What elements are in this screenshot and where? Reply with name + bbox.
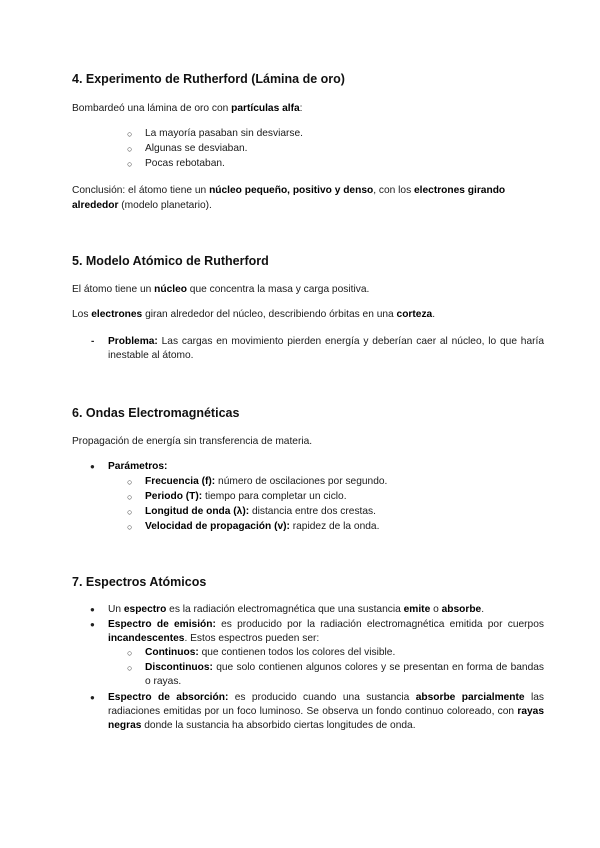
parameter-item: Longitud de onda (λ): distancia entre dos crestas. xyxy=(145,506,376,517)
parameter-item: Periodo (T): tiempo para completar un ciclo. xyxy=(145,491,347,502)
section-5-paragraph-1: El átomo tiene un núcleo que concentra la masa y carga positiva. xyxy=(72,284,370,295)
list-item: Pocas rebotaban. xyxy=(145,158,225,169)
circle-bullet-icon: ○ xyxy=(127,492,133,502)
circle-bullet-icon: ○ xyxy=(127,522,133,532)
continuous-item: Continuos: que contienen todos los colores del visible. xyxy=(145,647,396,658)
section-6-intro: Propagación de energía sin transferencia de materia. xyxy=(72,436,313,447)
circle-bullet-icon: ○ xyxy=(127,159,133,169)
bullet-icon: ● xyxy=(90,693,95,702)
section-4-title: 4. Experimento de Rutherford (Lámina de oro) xyxy=(72,72,345,86)
bullet-icon: ● xyxy=(90,462,95,471)
bullet-icon: ● xyxy=(90,620,95,629)
list-item: La mayoría pasaban sin desviarse. xyxy=(145,128,303,139)
section-5-paragraph-2: Los electrones giran alrededor del núcleo, describiendo órbitas en una corteza. xyxy=(72,309,436,320)
circle-bullet-icon: ○ xyxy=(127,129,133,139)
dash-bullet-icon: - xyxy=(91,336,95,347)
section-7-title: 7. Espectros Atómicos xyxy=(72,575,207,589)
parameters-label: Parámetros: xyxy=(108,461,168,472)
section-5-title: 5. Modelo Atómico de Rutherford xyxy=(72,254,269,268)
circle-bullet-icon: ○ xyxy=(127,507,133,517)
problem-item: Problema: Las cargas en movimiento pierden energía y deberían caer al núcleo, lo que haría inestable al átomo. xyxy=(108,336,544,361)
list-item: Algunas se desviaban. xyxy=(145,143,248,154)
parameter-item: Velocidad de propagación (v): rapidez de la onda. xyxy=(145,521,380,532)
parameter-item: Frecuencia (f): número de oscilaciones por segundo. xyxy=(145,476,388,487)
circle-bullet-icon: ○ xyxy=(127,477,133,487)
section-6-title: 6. Ondas Electromagnéticas xyxy=(72,406,240,420)
discontinuous-item: Discontinuos: que solo contienen algunos colores y se presentan en forma de bandas o rayas. xyxy=(145,662,544,687)
absorption-spectrum: Espectro de absorción: es producido cuando una sustancia absorbe parcialmente las radiaciones emitidas por un foco luminoso. Se observa un fondo continuo coloreado, con rayas negras donde la sustancia ha absorbido ciertas longitudes de onda. xyxy=(108,692,545,731)
circle-bullet-icon: ○ xyxy=(127,648,133,658)
section-4-conclusion: Conclusión: el átomo tiene un núcleo pequeño, positivo y denso, con los electrones girando alrededor (modelo planetario). xyxy=(72,185,506,211)
section-4-intro: Bombardeó una lámina de oro con partículas alfa: xyxy=(72,103,303,114)
spectrum-definition: Un espectro es la radiación electromagnética que una sustancia emite o absorbe. xyxy=(108,604,485,615)
circle-bullet-icon: ○ xyxy=(127,663,133,673)
emission-spectrum: Espectro de emisión: es producido por la radiación electromagnética emitida por cuerpos incandescentes. Estos espectros pueden ser: xyxy=(108,619,544,644)
bullet-icon: ● xyxy=(90,605,95,614)
circle-bullet-icon: ○ xyxy=(127,144,133,154)
